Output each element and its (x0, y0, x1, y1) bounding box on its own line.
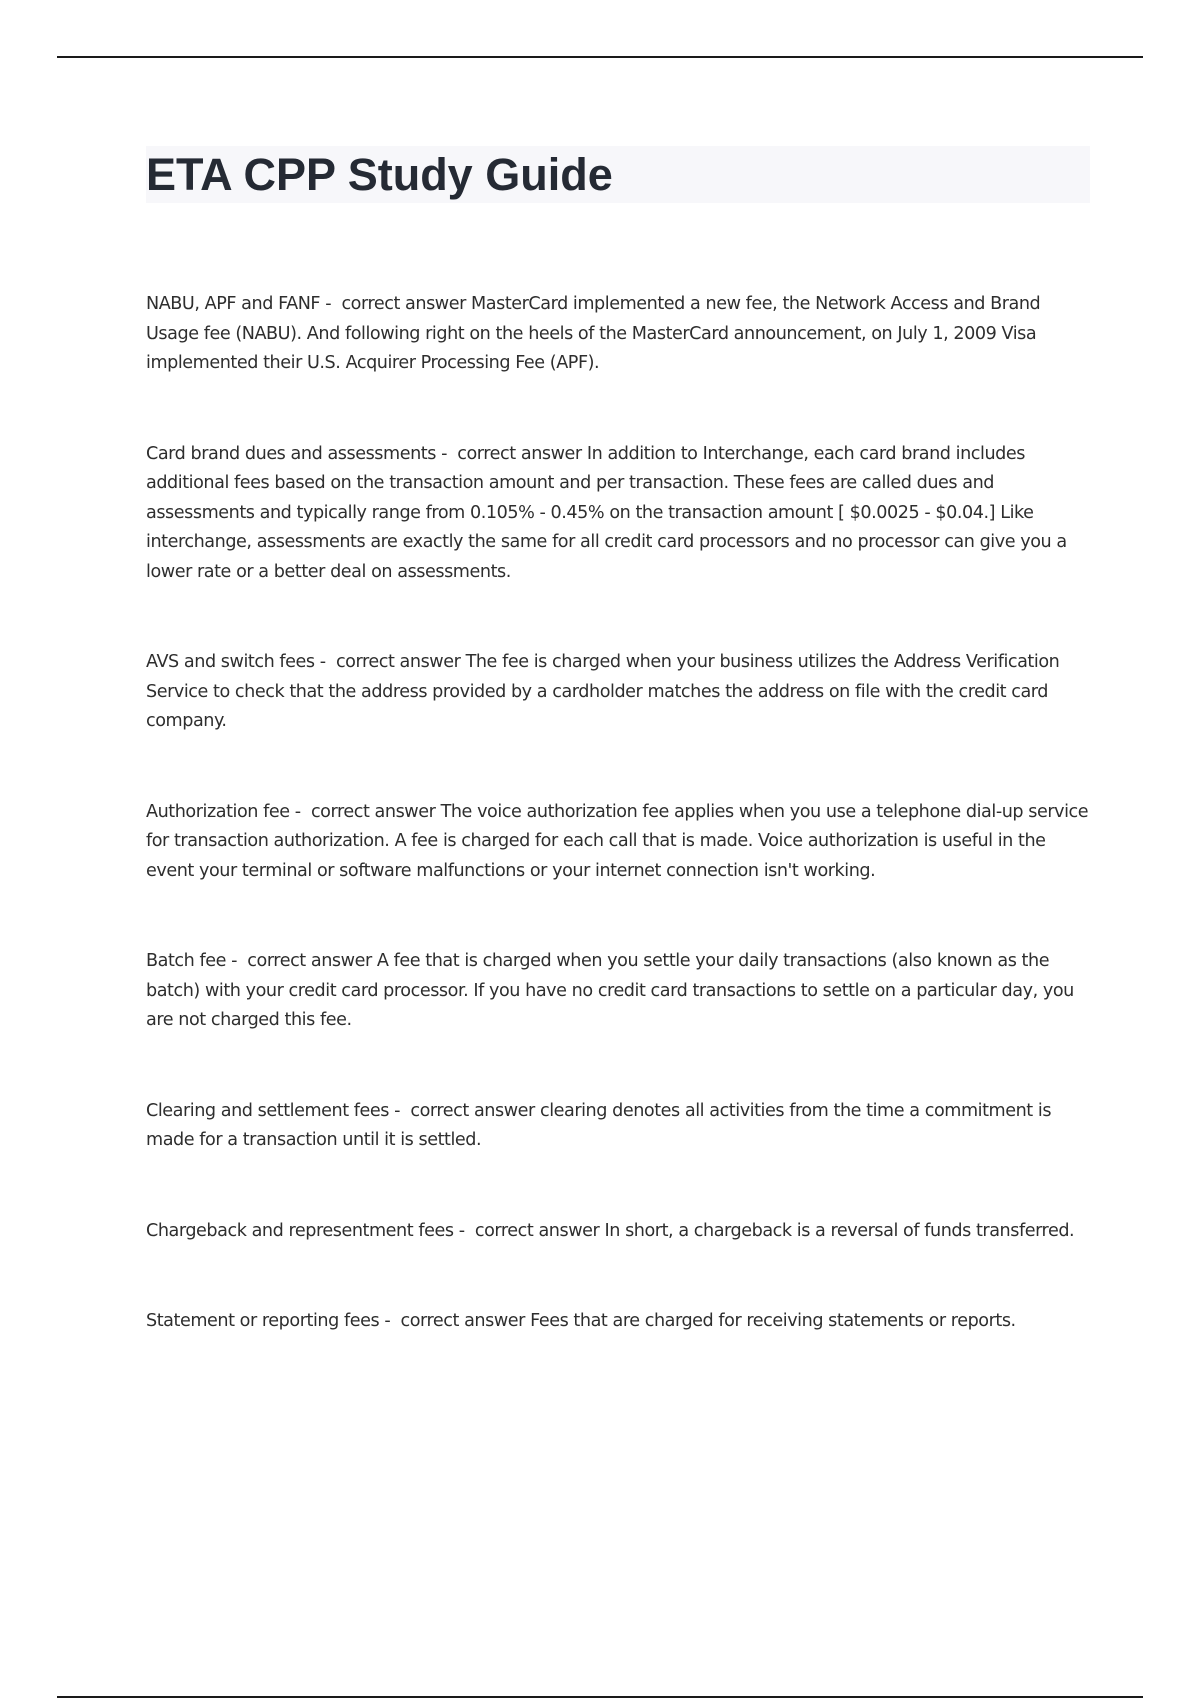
entry-answer: clearing denotes all activities from the time a commitment is made for a transaction until it is settled. (146, 1100, 1052, 1150)
qa-entry-statement-reporting (146, 1307, 1090, 1337)
entry-answer: The fee is charged when your business utilizes the Address Verification Service to check that the address provided by a cardholder matches the address on file with the credit card company. (146, 652, 1060, 731)
page-title: ETA CPP Study Guide (146, 149, 613, 200)
entry-answer: Fees that are charged for receiving statements or reports. (530, 1311, 1016, 1331)
qa-entry-chargeback (146, 1217, 1090, 1247)
entry-term: NABU, APF and FANF - (146, 294, 341, 314)
answer-marker: correct answer (457, 443, 582, 464)
answer-marker: correct answer (410, 1100, 535, 1121)
qa-entries (146, 290, 1090, 1398)
qa-entry-clearing-settlement (146, 1097, 1090, 1156)
qa-entry-dues-assessments (146, 440, 1090, 588)
answer-marker: correct answer (247, 951, 372, 971)
entry-term: Chargeback and representment fees - (146, 1221, 475, 1241)
qa-entry-nabu (146, 290, 1090, 379)
entry-term: Clearing and settlement fees - (146, 1101, 410, 1121)
answer-marker: correct answer (474, 1220, 600, 1241)
entry-term: AVS and switch fees - (146, 652, 336, 672)
answer-marker: correct answer (335, 652, 461, 672)
entry-term: Card brand dues and assessments - (146, 444, 457, 464)
entry-term: Batch fee - (146, 951, 247, 971)
qa-entry-batch (146, 947, 1090, 1036)
bottom-rule (57, 1696, 1143, 1698)
answer-marker: correct answer (400, 1311, 525, 1331)
entry-answer: In short, a chargeback is a reversal of funds transferred. (604, 1220, 1075, 1241)
answer-marker: correct answer (310, 801, 436, 822)
qa-entry-authorization (146, 798, 1090, 887)
entry-term: Statement or reporting fees - (146, 1311, 401, 1331)
top-rule (57, 56, 1143, 58)
entry-answer: A fee that is charged when you settle your daily transactions (also known as the batch) with your credit card processor. If you have no credit card transactions to settle on a particular day, you are not charged this fee. (146, 951, 1074, 1030)
entry-answer: In addition to Interchange, each card brand includes additional fees based on the transaction amount and per transaction. These fees are called dues and assessments and typically range from 0.105% - 0.45% on the transaction amount [ $0.0025 - $0.04.] Like interchange, assessments are exactly the same for all credit card processors and no processor can give you a lower rate or a better deal on assessments. (146, 443, 1067, 582)
entry-term: Authorization fee - (146, 802, 311, 822)
entry-answer: MasterCard implemented a new fee, the Network Access and Brand Usage fee (NABU). And following right on the heels of the MasterCard announcement, on July 1, 2009 Visa implemented their U.S. Acquirer Processing Fee (APF). (146, 294, 1041, 373)
entry-answer: The voice authorization fee applies when you use a telephone dial-up service for transaction authorization. A fee is charged for each call that is made. Voice authorization is useful in the event your terminal or software malfunctions or your internet connection isn't working. (146, 801, 1089, 881)
answer-marker: correct answer (341, 294, 466, 314)
qa-entry-avs-switch (146, 648, 1090, 737)
